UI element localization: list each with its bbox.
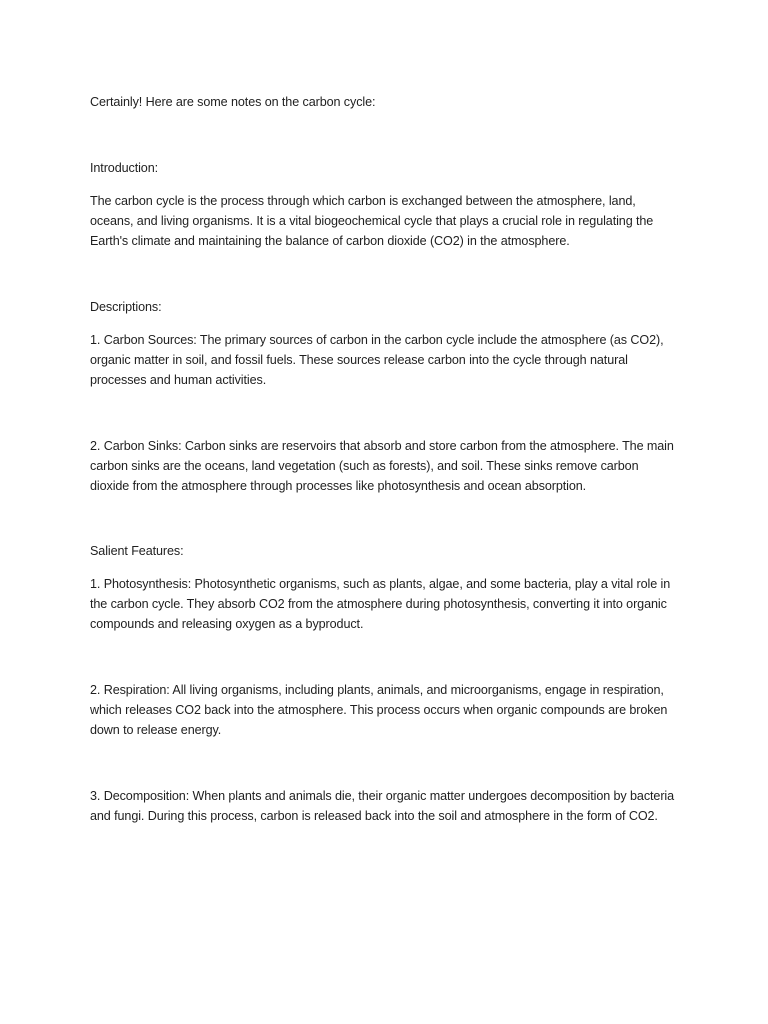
descriptions-heading: Descriptions: [90,300,162,314]
introduction-paragraph: The carbon cycle is the process through which carbon is exchanged between the atmosphere, land, oceans, and living organisms. It is a vital biogeochemical cycle that plays a crucial role in regulating the Earth's climate and maintaining the balance of carbon dioxide (CO2) in the atmosphere. [90,194,654,248]
carbon-sources-paragraph: 1. Carbon Sources: The primary sources of carbon in the carbon cycle include the atmosphere (as CO2), organic matter in soil, and fossil fuels. These sources release carbon into the cycle through natural processes and human activities. [90,333,664,387]
photosynthesis-paragraph: 1. Photosynthesis: Photosynthetic organisms, such as plants, algae, and some bacteria, play a vital role in the carbon cycle. They absorb CO2 from the atmosphere during photosynthesis, converting it into organic compounds and releasing oxygen as a byproduct. [90,577,671,631]
decomposition-paragraph: 3. Decomposition: When plants and animals die, their organic matter undergoes decomposition by bacteria and fungi. During this process, carbon is released back into the soil and atmosphere in the form of CO2. [90,789,675,823]
intro-line: Certainly! Here are some notes on the carbon cycle: [90,95,376,109]
respiration-paragraph: 2. Respiration: All living organisms, including plants, animals, and microorganisms, engage in respiration, which releases CO2 back into the atmosphere. This process occurs when organic compounds are broken down to release energy. [90,683,668,737]
salient-features-heading: Salient Features: [90,544,184,558]
introduction-heading: Introduction: [90,161,159,175]
carbon-sinks-paragraph: 2. Carbon Sinks: Carbon sinks are reservoirs that absorb and store carbon from the atmosphere. The main carbon sinks are the oceans, land vegetation (such as forests), and soil. These sinks remove carbon dioxide from the atmosphere through processes like photosynthesis and ocean absorption. [90,439,674,493]
